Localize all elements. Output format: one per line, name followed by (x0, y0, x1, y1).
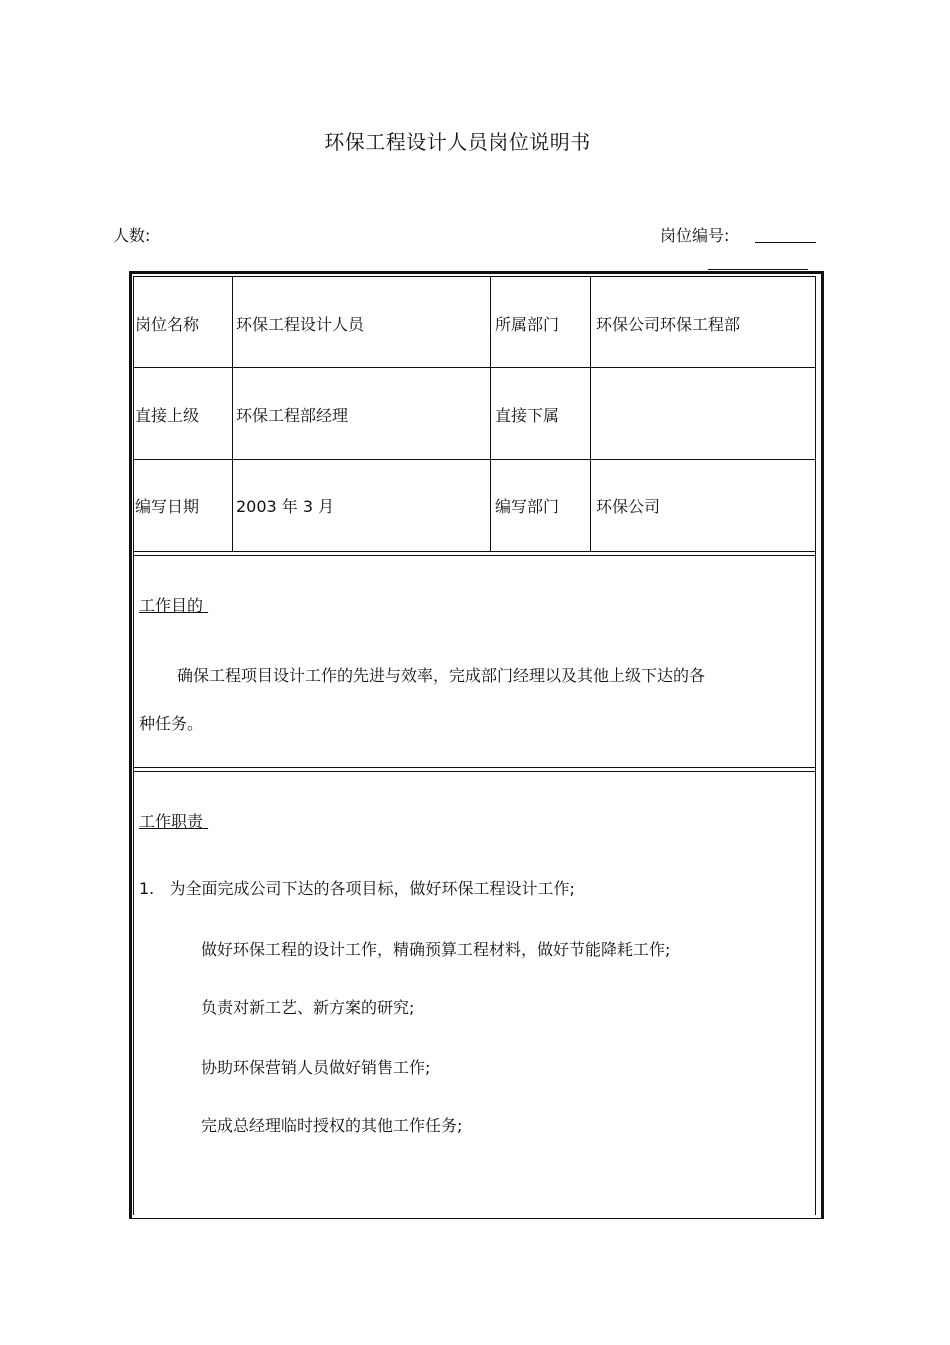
duty-item-1: 1. 为全面完成公司下达的各项目标，做好环保工程设计工作; (139, 879, 575, 898)
divider (133, 552, 134, 1215)
duty-sub-item: 负责对新工艺、新方案的研究; (201, 998, 415, 1017)
divider (815, 552, 816, 1215)
value-date-written: 2003 年 3 月 (236, 497, 335, 516)
divider (590, 276, 591, 552)
purpose-text-line-1: 确保工程项目设计工作的先进与效率，完成部门经理以及其他上级下达的各 (177, 666, 706, 685)
value-position-name: 环保工程设计人员 (236, 315, 365, 334)
label-direct-superior: 直接上级 (135, 406, 200, 425)
duties-heading: 工作职责 (139, 812, 209, 831)
purpose-heading: 工作目的 (139, 596, 209, 615)
label-direct-subordinate: 直接下属 (495, 406, 560, 425)
divider (133, 551, 816, 556)
duty-sub-item: 做好环保工程的设计工作，精确预算工程材料，做好节能降耗工作; (201, 940, 671, 959)
position-code-blank (755, 242, 816, 243)
label-position-name: 岗位名称 (135, 315, 200, 334)
divider (232, 276, 233, 552)
value-department: 环保公司环保工程部 (596, 315, 741, 334)
label-date-written: 编写日期 (135, 497, 200, 516)
label-department: 所属部门 (495, 315, 560, 334)
duty-sub-item: 协助环保营销人员做好销售工作; (201, 1058, 431, 1077)
divider (133, 767, 816, 772)
headcount-label: 人数: (113, 226, 151, 245)
value-direct-superior: 环保工程部经理 (236, 406, 349, 425)
label-writing-department: 编写部门 (495, 497, 560, 516)
document-title: 环保工程设计人员岗位说明书 (324, 130, 591, 154)
divider (708, 269, 808, 270)
divider (490, 276, 491, 552)
duty-sub-item: 完成总经理临时授权的其他工作任务; (201, 1116, 463, 1135)
purpose-text-line-2: 种任务。 (139, 714, 204, 733)
value-writing-department: 环保公司 (596, 497, 661, 516)
divider (133, 367, 816, 368)
divider (133, 459, 816, 460)
position-code-label: 岗位编号: (660, 226, 730, 245)
